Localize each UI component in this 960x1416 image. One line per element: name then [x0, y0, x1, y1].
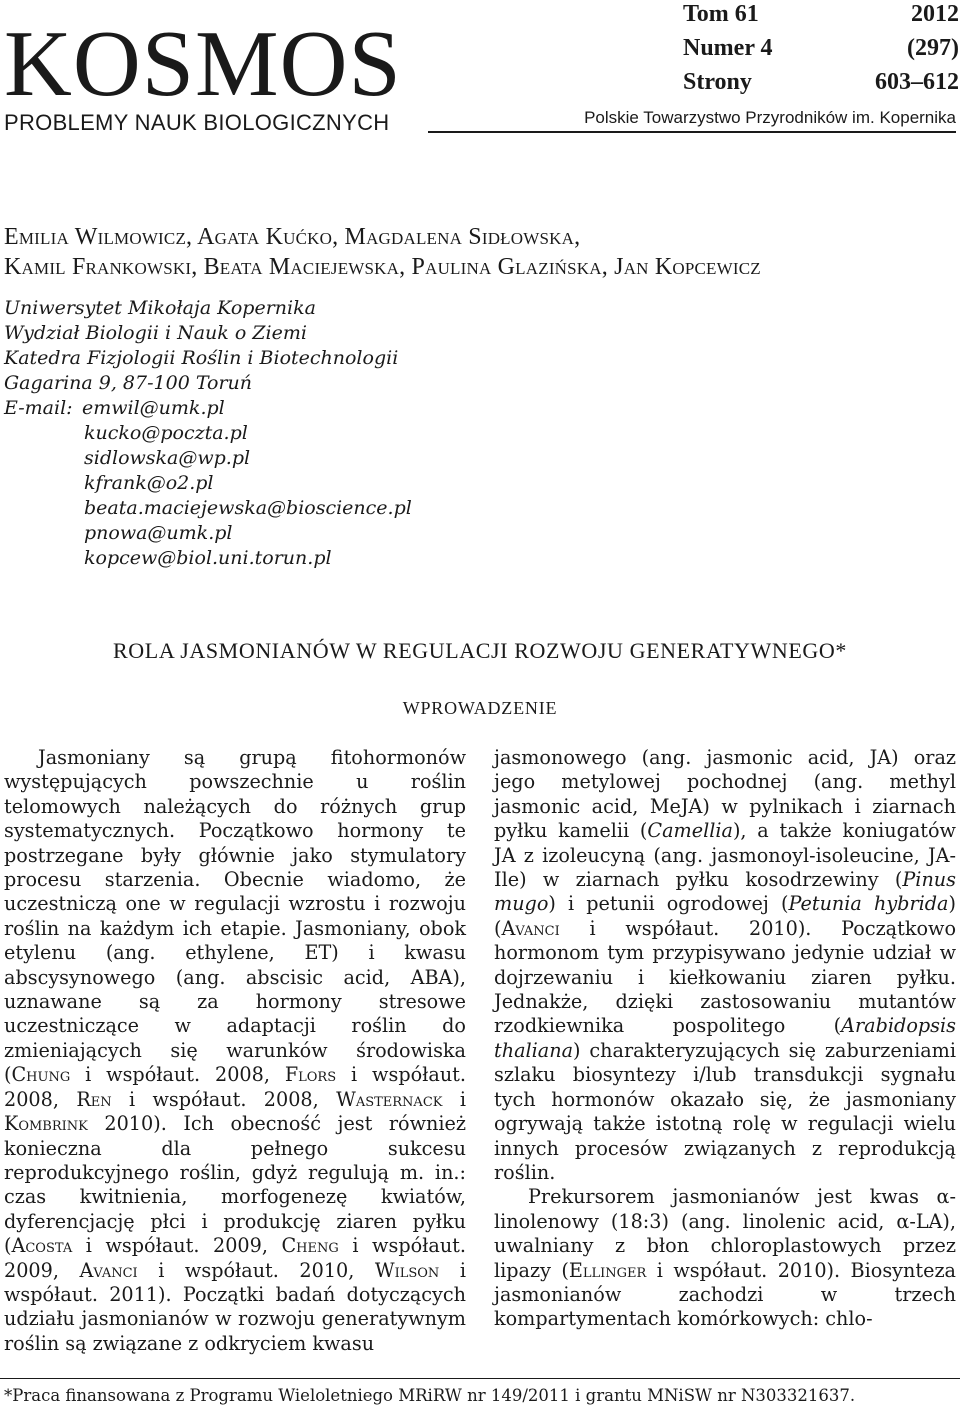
paragraph: jasmonowego (ang. jasmonic acid, JA) oraz jego metylowej pochodnej (ang. methyl jasmonic acid, MeJA) w pylnikach i ziarnach pyłku kamelii (Camellia), a także koniugatów JA z izoleucyną (ang. jasmonoyl-isoleucine, JA-Ile) w ziarnach pyłku kosodrzewiny (Pinus mugo) i petunii ogrodowej (Petunia hybrida) (Avanci i współaut. 2010). Początkowo hormonom tym przypisywano jedynie udział w dojrzewaniu i kiełkowaniu ziaren pyłku. Jednakże, dzięki zastosowaniu mutantów rzodkiewnika pospolitego (Arabidopsis thaliana) charakteryzujących się zaburzeniami szlaku biosyntezy i/lub transdukcji sygnału tych hormonów okazało się, że jasmoniany ogrywają także istotną rolę w regulacji wielu innych procesów związanych z reprodukcją roślin.	[494, 746, 956, 1184]
species-name: Camellia	[647, 819, 733, 843]
journal-subtitle: PROBLEMY NAUK BIOLOGICZNYCH	[4, 110, 390, 135]
email-label: E-mail:	[4, 397, 73, 419]
email-block	[4, 396, 704, 421]
meta-label: Strony	[683, 69, 752, 95]
authors-line: Emilia Wilmowicz, Agata Kućko, Magdalena Sidłowska,	[4, 224, 581, 250]
body-column-left	[4, 746, 466, 1356]
citation-author: Avanci	[501, 916, 560, 940]
article-title: ROLA JASMONIANÓW W REGULACJI ROZWOJU GENERATYWNEGO*	[113, 638, 847, 663]
citation-author: Ellinger	[568, 1258, 647, 1282]
email-link[interactable]: emwil@umk.pl	[82, 397, 225, 419]
email-link[interactable]: sidlowska@wp.pl	[84, 447, 251, 469]
citation-author: Ren	[76, 1087, 112, 1111]
footnote-rule	[0, 1378, 960, 1379]
email-link[interactable]: beata.maciejewska@bioscience.pl	[84, 497, 412, 519]
affil-department: Katedra Fizjologii Roślin i Biotechnologii	[4, 347, 399, 369]
meta-value: 2012	[911, 1, 959, 27]
citation-author: Kombrink	[4, 1112, 88, 1136]
email-link[interactable]: pnowa@umk.pl	[84, 522, 233, 544]
citation-author: Flors	[284, 1063, 337, 1087]
body-column-right	[494, 746, 956, 1332]
section-heading: WPROWADZENIE	[402, 698, 558, 718]
authors-line: Kamil Frankowski, Beata Maciejewska, Paulina Glazińska, Jan Kopcewicz	[4, 254, 761, 280]
affil-faculty: Wydział Biologii i Nauk o Ziemi	[4, 322, 307, 344]
meta-value: 603–612	[875, 69, 959, 95]
affil-address: Gagarina 9, 87-100 Toruń	[4, 372, 253, 394]
affiliation	[4, 296, 704, 571]
citation-author: Acosta	[11, 1234, 73, 1258]
meta-pages	[683, 68, 959, 102]
journal-logo: KOSMOS	[4, 12, 402, 116]
email-link[interactable]: kfrank@o2.pl	[84, 472, 214, 494]
paragraph: Prekursorem jasmonianów jest kwas α-linolenowy (18:3) (ang. linolenic acid, α-LA), uwalniany z błon chloroplastowych przez lipazy (Ellinger i współaut. 2010). Biosynteza jasmonianów zachodzi w trzech kompartymentach komórkowych: chlo-	[494, 1185, 956, 1331]
affil-university: Uniwersytet Mikołaja Kopernika	[4, 297, 316, 319]
citation-author: Wilson	[374, 1258, 440, 1282]
email-link[interactable]: kopcew@biol.uni.torun.pl	[84, 547, 332, 569]
citation-author: Chung	[11, 1063, 71, 1087]
species-name: Pinus mugo	[494, 868, 956, 916]
meta-value: (297)	[907, 35, 959, 61]
author-list	[4, 222, 954, 282]
citation-author: Cheng	[281, 1234, 339, 1258]
meta-number	[683, 34, 959, 68]
paragraph: Jasmoniany są grupą fitohormonów występujących powszechnie u roślin telomowych należących do różnych grup systematycznych. Początkowo hormony te postrzegane były głównie jako stymulatory procesu starzenia. Obecnie wiadomo, że uczestniczą one w regulacji wzrostu i rozwoju roślin na każdym ich etapie. Jasmoniany, obok etylenu (ang. ethylene, ET) i kwasu abscysynowego (ang. abscisic acid, ABA), uznawane są za hormony stresowe uczestniczące w adaptacji roślin do zmieniających się warunków środowiska (Chung i współaut. 2008, Flors i współaut. 2008, Ren i współaut. 2008, Wasternack i Kombrink 2010). Ich obecność jest również konieczna dla pełnego sukcesu reprodukcyjnego roślin, gdyż regulują m. in.: czas kwitnienia, morfogenezę kwiatów, dyferencjację płci i produkcję ziaren pyłku (Acosta i współaut. 2009, Cheng i współaut. 2009, Avanci i współaut. 2010, Wilson i współaut. 2011). Początki badań dotyczących udziału jasmonianów w rozwoju generatywnym roślin są związane z odkryciem kwasu	[4, 746, 466, 1355]
masthead	[0, 0, 960, 140]
citation-author: Avanci	[79, 1258, 138, 1282]
meta-label: Numer 4	[683, 35, 773, 61]
issue-meta	[683, 0, 959, 102]
footnote: *Praca finansowana z Programu Wieloletniego MRiRW nr 149/2011 i grantu MNiSW nr N303321637.	[4, 1386, 856, 1405]
header-rule	[428, 131, 956, 133]
meta-label: Tom 61	[683, 1, 759, 27]
species-name: Petunia hybrida	[788, 892, 949, 916]
society-name: Polskie Towarzystwo Przyrodników im. Kopernika	[584, 108, 956, 127]
citation-author: Wasternack	[336, 1087, 443, 1111]
meta-volume	[683, 0, 959, 34]
species-name: Arabidopsis thaliana	[494, 1014, 956, 1062]
email-link[interactable]: kucko@poczta.pl	[84, 422, 248, 444]
